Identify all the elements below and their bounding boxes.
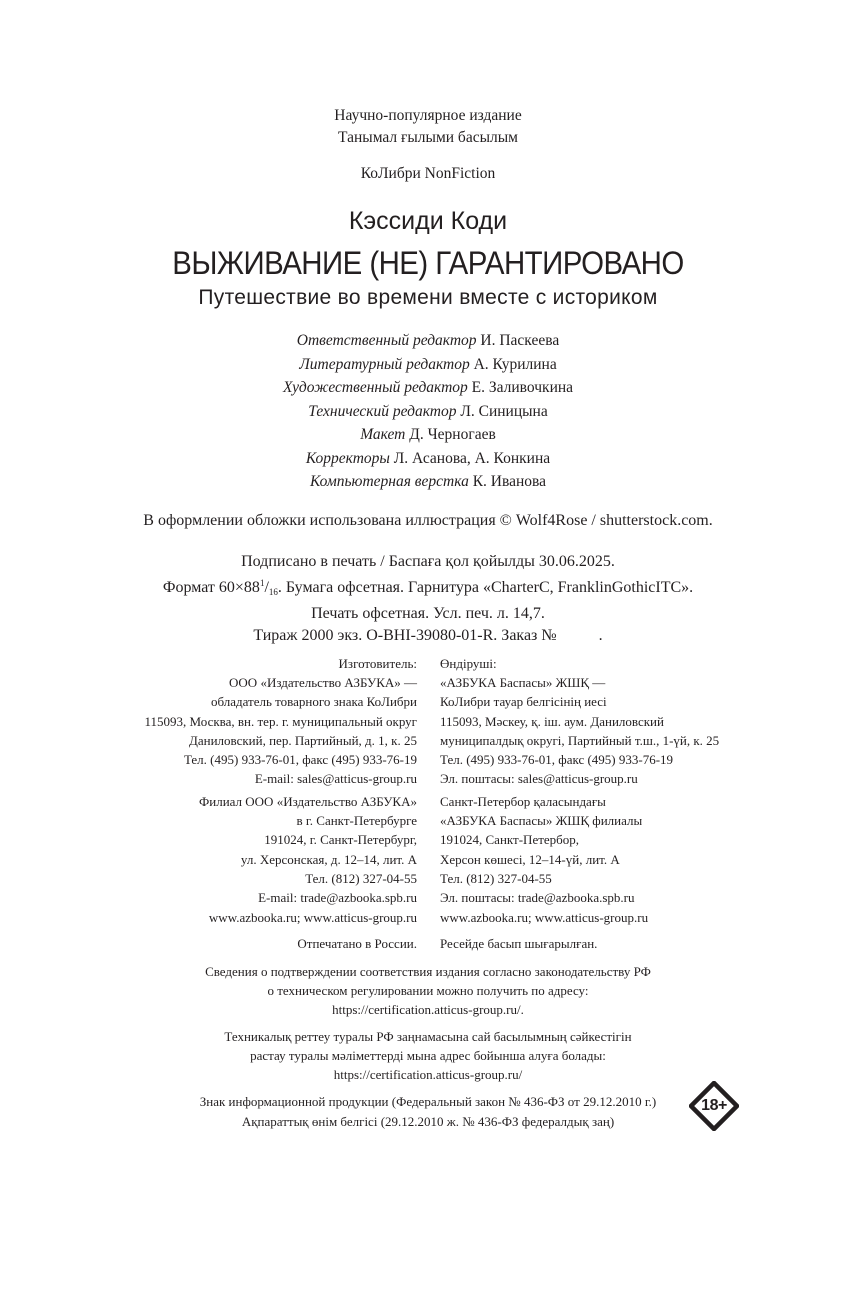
format-numerator: 1 [259,577,265,588]
credit-role: Корректоры [305,449,390,467]
credit-person: А. Курилина [473,355,557,373]
info-mark-ru: Знак информационной продукции (Федеральный закон № 436-ФЗ от 29.12.2010 г.) [199,1094,657,1109]
credit-person: К. Иванова [472,473,547,490]
credit-role: Компьютерная верстка [309,473,469,490]
certification-kz [0,1027,856,1085]
credit-role: Макет [360,426,406,443]
credit-person: Д. Черногаев [409,426,496,443]
manufacturer-ru-line: обладатель товарного знака КоЛибри [210,694,417,710]
credit-line [0,470,856,494]
certification-ru-link[interactable]: https://certification.atticus-group.ru/. [332,1002,524,1018]
format-prefix: Формат 60×88 [162,578,260,596]
credit-role: Художественный редактор [282,379,468,396]
certification-ru-line: о техническом регулировании можно получить по адресу: [267,983,589,999]
manufacturer-ru-line: 115093, Москва, вн. тер. г. муниципальный округ [144,713,417,729]
signed-date: Подписано в печать / Баспаға қол қойылды 30.06.2025. [241,553,615,570]
print-type: Печать офсетная. Усл. печ. л. 14,7. [311,605,545,622]
credits-list [0,329,856,494]
credit-person: Е. Заливочкина [471,379,574,396]
printed-in-ru-text: Отпечатано в России. [297,936,417,951]
credit-line [0,400,856,424]
print-run [0,625,856,647]
manufacturer-kz [440,654,719,788]
website-link-kz[interactable]: www.azbooka.ru; www.atticus-group.ru [440,910,649,925]
credit-person: Л. Синицына [460,402,548,420]
credit-role: Ответственный редактор [296,332,477,349]
printed-in-ru [297,934,417,953]
certification-kz-line: Техникалық реттеу туралы РФ заңнамасына сай басылымның сәйкестігін [224,1029,632,1044]
manufacturer-ru-line: Тел. (495) 933-76-01, факс (495) 933-76-19 [183,752,417,768]
manufacturer-kz-line: муниципалдық округі, Партийный т.ш., 1-үй, к. 25 [440,732,720,748]
credit-person: И. Паскеева [480,332,560,349]
format-line [0,573,856,604]
credit-role: Технический редактор [308,402,457,420]
manufacturer-kz-line: Тел. (495) 933-76-01, факс (495) 933-76-19 [440,752,674,768]
manufacturer-kz-line: «АЗБУКА Баспасы» ЖШҚ — [440,675,606,691]
branch-kz-line: «АЗБУКА Баспасы» ЖШҚ филиалы [440,813,643,829]
printed-in-kz-text: Ресейде басып шығарылған. [440,936,598,951]
branch-ru-line: ул. Херсонская, д. 12–14, лит. А [240,851,417,867]
credit-person: Л. Асанова, А. Конкина [393,449,551,467]
age-rating-badge [689,1081,739,1131]
branch-kz [440,792,642,907]
edition-type-kz: Танымал ғылыми басылым [338,129,518,146]
credit-line [0,353,856,377]
branch-ru-line: E-mail: trade@azbooka.spb.ru [258,890,417,906]
manufacturer-ru-line: Изготовитель: [338,656,417,671]
credit-role: Литературный редактор [299,355,470,373]
info-mark-kz: Ақпараттық өнім белгісі (29.12.2010 ж. № 436-ФЗ федералдық заң) [241,1114,615,1129]
book-author: Кэссиди Коди [348,207,508,235]
manufacturer-kz-line: КоЛибри тауар белгісінің иесі [440,694,607,710]
credit-line [0,376,856,400]
website-link-ru[interactable]: www.azbooka.ru; www.atticus-group.ru [208,910,417,925]
cover-illustration-note: В оформлении обложки использована иллюстрация © Wolf4Rose / shutterstock.com. [143,512,713,529]
manufacturer-ru-line: Даниловский, пер. Партийный, д. 1, к. 25 [189,732,417,748]
edition-type-ru: Научно-популярное издание [334,107,522,124]
manufacturer-kz-line: Өндіруші: [440,656,497,671]
manufacturer-kz-line: Эл. поштасы: sales@atticus-group.ru [440,771,638,787]
website-links-ru [209,908,417,927]
format-denominator: 16 [268,586,278,597]
manufacturer-ru [145,654,418,788]
printed-in-kz [440,934,597,953]
manufacturer-ru-line: ООО «Издательство АЗБУКА» — [229,675,417,691]
format-slash: / [264,578,269,596]
branch-ru-line: Тел. (812) 327-04-55 [305,870,417,886]
print-info [0,551,856,646]
branch-kz-line: Санкт-Петербор қаласындағы [440,794,606,809]
print-run-end: . [598,626,603,644]
credit-line [0,447,856,471]
manufacturer-kz-line: 115093, Мәскеу, қ. іш. аум. Даниловский [440,713,664,729]
manufacturer-ru-line: E-mail: sales@atticus-group.ru [254,771,417,787]
branch-kz-line: Тел. (812) 327-04-55 [440,870,552,886]
branch-ru-line: Филиал ООО «Издательство АЗБУКА» [198,794,417,809]
branch-kz-line: Херсон көшесі, 12–14-үй, лит. А [440,851,620,867]
age-rating-text: 18+ [701,1097,727,1114]
book-subtitle: Путешествие во времени вместе с историком [198,286,658,309]
credit-line [0,329,856,353]
branch-kz-line: Эл. поштасы: trade@azbooka.spb.ru [440,890,635,906]
branch-ru-line: в г. Санкт-Петербурге [296,813,417,829]
credit-line [0,423,856,447]
website-links-kz [440,908,648,927]
branch-ru [199,792,417,907]
certification-kz-link[interactable]: https://certification.atticus-group.ru/ [333,1067,523,1083]
certification-kz-line: растау туралы мәліметтерді мына адрес бойынша алуға болады: [250,1048,606,1064]
certification-ru-line: Сведения о подтверждении соответствия издания согласно законодательству РФ [205,964,651,979]
format-rest: . Бумага офсетная. Гарнитура «CharterC, FranklinGothicITC». [277,578,694,596]
certification-ru [0,962,856,1020]
branch-kz-line: 191024, Санкт-Петербор, [440,832,580,848]
series-name: КоЛибри NonFiction [360,165,496,182]
print-run-text: Тираж 2000 экз. O-BHI-39080-01-R. Заказ № [253,626,557,644]
branch-ru-line: 191024, г. Санкт-Петербург, [264,832,417,848]
book-title: ВЫЖИВАНИЕ (НЕ) ГАРАНТИРОВАНО [172,245,684,281]
